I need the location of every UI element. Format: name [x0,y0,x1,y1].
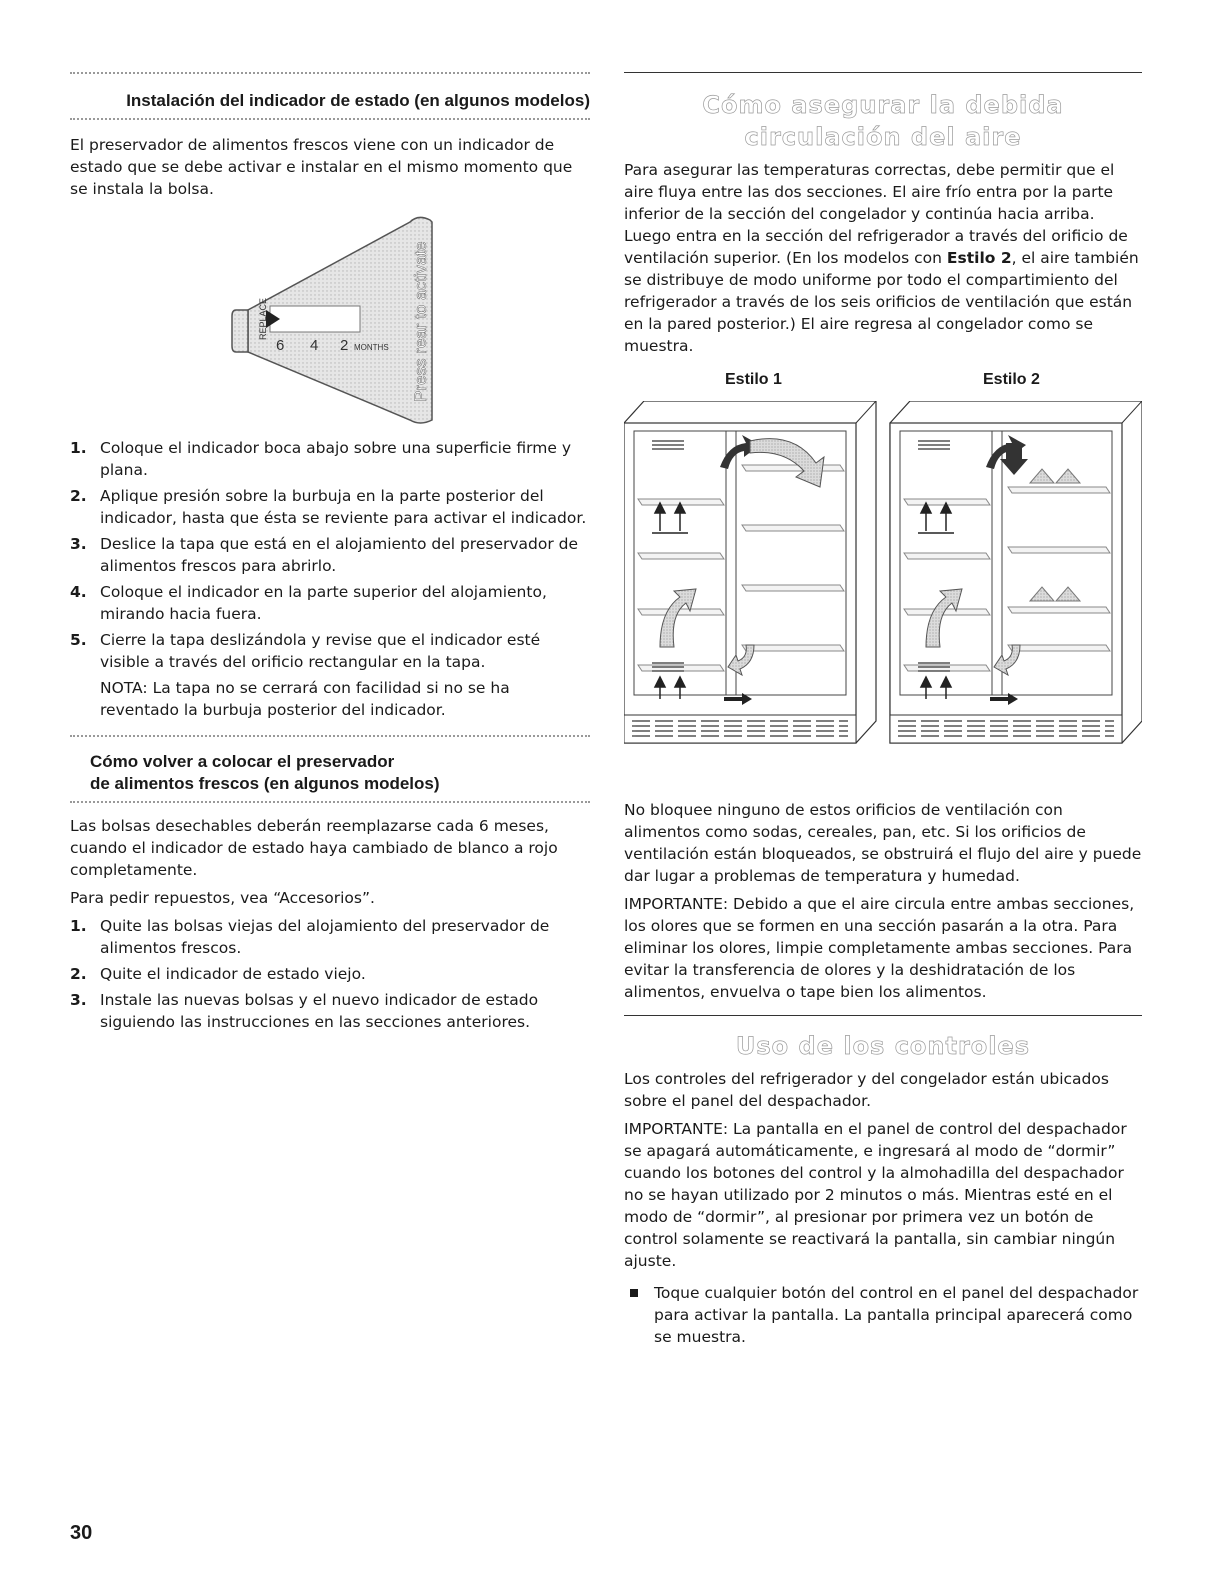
press-rear-text: Press rear to activate [411,241,430,402]
indicator-intro: El preservador de alimentos frescos viene con un indicador de estado que se debe activar e instalar en el mismo momento que se instala la bolsa. [70,136,573,198]
replace-heading-line2: de alimentos frescos (en algunos modelos) [90,774,440,793]
important-1-text: Debido a que el aire circula entre ambas secciones, los olores que se formen en una sección pasarán a la otra. Para eliminar los olores, limpie completamente ambas secciones. Para evitar la transferencia de olores y la deshidratación de los alimentos, envuelva o tape bien los alimentos. [624,895,1135,1001]
fridge-style2 [890,401,1142,743]
nota [70,677,590,721]
indicator-window [270,306,360,332]
list-item: 2. Quite el indicador de estado viejo. [70,965,366,983]
replace-heading-line1: Cómo volver a colocar el preservador [90,752,395,771]
fridge-style1 [624,401,876,743]
left-column [70,72,590,1037]
list-item: Toque cualquier botón del control en el panel del despachador para activar la pantalla. La pantalla principal aparecerá como se muestra. [624,1282,1142,1348]
controls-divider [624,1015,1142,1016]
list-item: 1. Quite las bolsas viejas del alojamiento del preservador de alimentos frescos. [70,917,550,957]
replace-parts: Para pedir repuestos, vea “Accesorios”. [70,889,375,907]
page-number: 30 [70,1522,93,1544]
indicator-heading: Instalación del indicador de estado (en algunos modelos) [126,91,590,110]
air-divider [624,72,1142,73]
replace-steps [70,915,590,1033]
replace-heading-underline [70,801,590,803]
air-title-line1: Cómo asegurar la debida [702,91,1064,119]
replace-label: REPLACE [258,297,268,340]
list-item: 2. Aplique presión sobre la burbuja en la parte posterior del indicador, hasta que ésta se reviente para activar el indicador. [70,487,587,527]
list-item: 4. Coloque el indicador en la parte superior del alojamiento, mirando hacia fuera. [70,583,547,623]
bullet-square-icon [630,1289,638,1297]
replace-divider [70,735,590,737]
controls-bullets [624,1282,1142,1348]
indicator-num-2: 2 [340,337,349,354]
status-indicator-figure [70,210,590,435]
indicator-num-6: 6 [276,337,285,354]
style1-label: Estilo 1 [725,371,782,388]
top-divider-left [70,72,590,74]
right-column [624,72,1142,1352]
list-item: 5. Cierre la tapa deslizándola y revise que el indicador esté visible a través del orificio rectangular en la tapa. [70,631,541,671]
indicator-tab [232,310,248,352]
install-steps [70,437,590,673]
controls-title: Uso de los controles [735,1032,1031,1060]
controls-paragraph-1: Los controles del refrigerador y del congelador están ubicados sobre el panel del despachador. [624,1070,1109,1110]
airflow-diagrams [624,401,1142,785]
important-2 [624,1118,1142,1272]
list-item: 3. Deslice la tapa que está en el alojamiento del preservador de alimentos frescos para abrirlo. [70,535,579,575]
style-labels [624,367,1142,397]
style2-label: Estilo 2 [983,371,1040,388]
replace-intro: Las bolsas desechables deberán reemplazarse cada 6 meses, cuando el indicador de estado haya cambiado de blanco a rojo completamente. [70,817,558,879]
air-paragraph-2: No bloquee ninguno de estos orificios de ventilación con alimentos como sodas, cereales, pan, etc. Si los orificios de ventilación están bloqueados, se obstruirá el flujo del aire y puede dar lugar a problemas de temperatura y humedad. [624,801,1142,885]
indicator-num-4: 4 [310,337,319,354]
list-item: 1. Coloque el indicador boca abajo sobre una superficie firme y plana. [70,439,571,479]
important-2-label: IMPORTANTE: [624,1120,729,1138]
air-title-line2: circulación del aire [744,123,1022,151]
list-item: 3. Instale las nuevas bolsas y el nuevo indicador de estado siguiendo las instrucciones en las secciones anteriores. [70,991,539,1031]
important-2-text: La pantalla en el panel de control del despachador se apagará automáticamente, e ingresará al modo de “dormir” cuando los botones del control y la almohadilla del despachador no se hayan utilizado por 2 minutos o más. Mientras esté en el modo de “dormir”, al presionar por primera vez un botón de control solamente se reactivará la pantalla, sin cambiar ningún ajuste. [624,1120,1127,1270]
air-paragraph-1: Para asegurar las temperaturas correctas, debe permitir que el aire fluya entre las dos secciones. El aire frío entra por la parte inferior de la sección del congelador y continúa hacia arriba. Luego entra en la sección del refrigerador a través del orificio de ventilación superior. (En los modelos con Estilo 2, el aire también se distribuye de modo uniforme por todo el compartimiento del refrigerador a través de los seis orificios de ventilación que están en la pared posterior.) El aire regresa al congelador como se muestra. [624,161,1139,355]
indicator-heading-underline [70,118,590,120]
nota-text: La tapa no se cerrará con facilidad si no se ha reventado la burbuja posterior del indicador. [100,679,510,719]
months-label: MONTHS [354,343,389,352]
important-1 [624,893,1142,1003]
style2-ref: Estilo 2 [946,249,1012,267]
important-1-label: IMPORTANTE: [624,895,729,913]
nota-label: NOTA: [100,679,148,697]
